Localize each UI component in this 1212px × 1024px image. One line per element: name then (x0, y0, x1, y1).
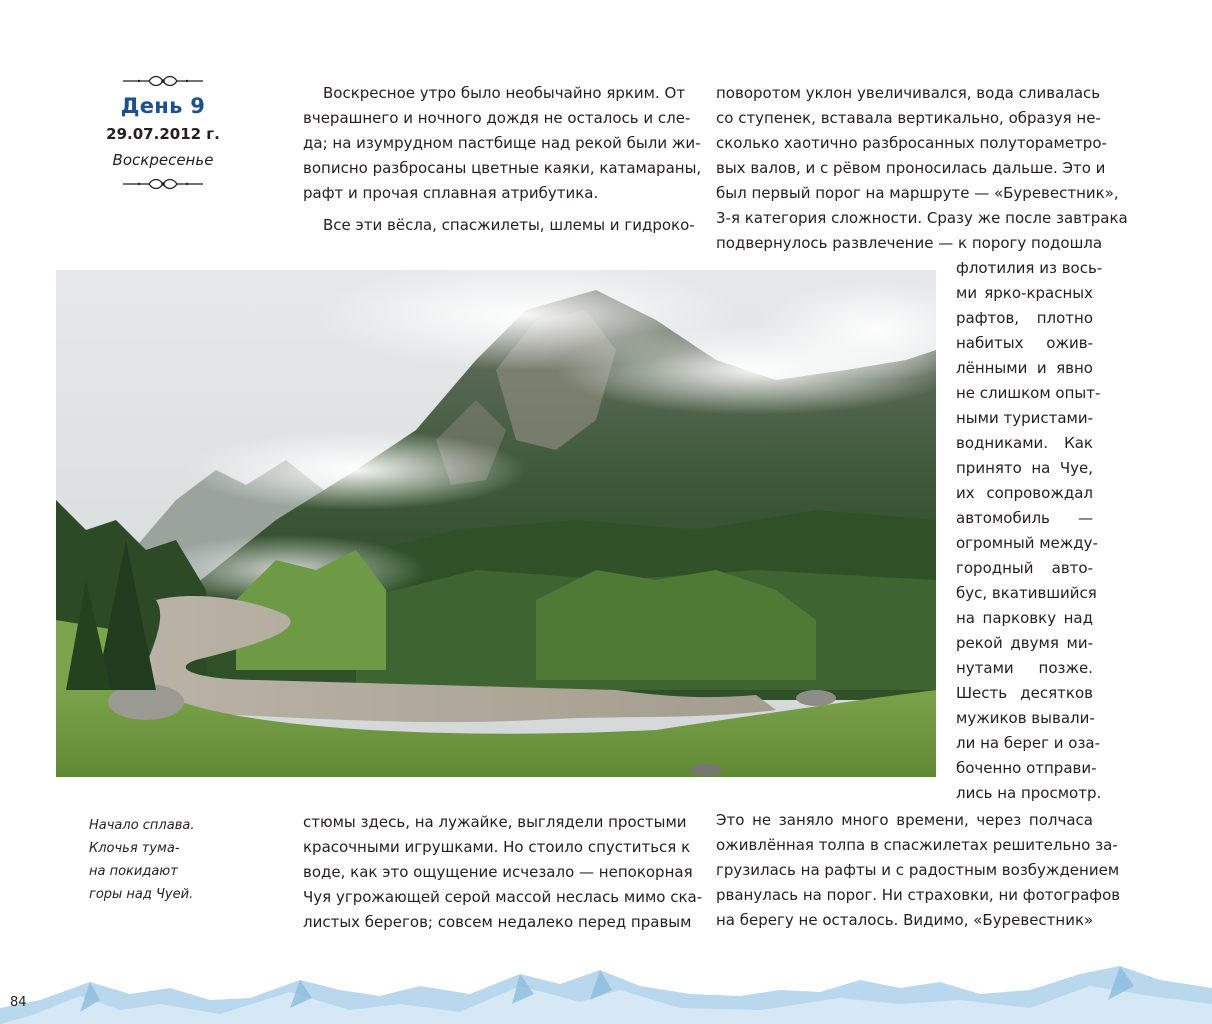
text-line: Все эти вёсла, спасжилеты, шлемы и гидроко- (323, 216, 695, 234)
day-date: 29.07.2012 г. (106, 125, 220, 143)
text-line: нутами позже. (956, 659, 1093, 677)
text-line: городный авто- (956, 559, 1093, 577)
column-left-top (303, 81, 702, 238)
text-line: листых берегов; совсем недалеко перед правым (303, 913, 692, 931)
text-line: Шесть десятков (956, 684, 1093, 702)
text-line: рекой двумя ми- (956, 634, 1093, 652)
column-left-bottom (303, 810, 703, 935)
caption-line: Начало сплава. (89, 818, 195, 833)
river-mountain-photo (56, 270, 936, 777)
photo-caption (89, 814, 219, 906)
page-number: 84 (10, 995, 27, 1010)
text-line: поворотом уклон увеличивался, вода сливалась (716, 84, 1101, 102)
text-line: красочными игрушками. Но стоило спуститься к (303, 838, 691, 856)
top-ornament-icon (121, 74, 205, 88)
text-line: на берегу не осталось. Видимо, «Буревестник» (716, 911, 1094, 929)
caption-line: на покидают (89, 864, 178, 879)
text-line: мужиков вывали- (956, 709, 1095, 727)
caption-line: Клочья тума- (89, 841, 180, 856)
text-line: оживлённая толпа в спасжилетах решительно за- (716, 836, 1118, 854)
text-line: флотилия из вось- (956, 259, 1103, 277)
text-line: вых валов, и с рёвом проносилась дальше. Это и (716, 159, 1106, 177)
column-right-bottom (716, 808, 1121, 933)
text-line: лись на просмотр. (956, 784, 1102, 802)
text-line: вописно разбросаны цветные каяки, катамараны, (303, 159, 702, 177)
text-line: да; на изумрудном пастбище над рекой были жи- (303, 134, 701, 152)
caption-line: горы над Чуей. (89, 887, 194, 902)
column-right-top (716, 81, 1128, 256)
text-line: на парковку над (956, 609, 1093, 627)
text-line: Воскресное утро было необычайно ярким. От (323, 84, 686, 102)
text-line: бус, вкатившийся (956, 584, 1097, 602)
text-line: ными туристами- (956, 409, 1094, 427)
text-line: огромный между- (956, 534, 1098, 552)
text-line: был первый порог на маршруте — «Буревестник», (716, 184, 1119, 202)
text-line: рафт и прочая сплавная атрибутика. (303, 184, 599, 202)
day-header (100, 74, 226, 191)
text-line: Это не заняло много времени, через полчаса (716, 811, 1093, 829)
text-line: рванулась на порог. Ни страховки, ни фотографов (716, 886, 1121, 904)
text-line: рафтов, плотно (956, 309, 1093, 327)
text-line: стюмы здесь, на лужайке, выглядели простыми (303, 813, 687, 831)
bottom-ornament-icon (121, 177, 205, 191)
text-line: боченно отправи- (956, 759, 1097, 777)
footer-mountains-decoration (0, 960, 1212, 1024)
text-line: лёнными и явно (956, 359, 1093, 377)
text-line: воде, как это ощущение исчезало — непокорная (303, 863, 693, 881)
text-line: их сопровождал (956, 484, 1093, 502)
day-weekday: Воскресенье (112, 151, 214, 169)
text-line: ли на берег и оза- (956, 734, 1101, 752)
text-line: водниками. Как (956, 434, 1093, 452)
text-line: Чуя угрожающей серой массой неслась мимо ска- (303, 888, 703, 906)
column-right-narrow (956, 256, 1103, 806)
text-line: 3-я категория сложности. Сразу же после завтрака (716, 209, 1128, 227)
day-title: День 9 (120, 94, 206, 118)
text-line: набитых ожив- (956, 334, 1093, 352)
text-line: принято на Чуе, (956, 459, 1093, 477)
text-line: грузилась на рафты и с радостным возбуждением (716, 861, 1120, 879)
text-line: сколько хаотично разбросанных полутораметро- (716, 134, 1107, 152)
text-line: не слишком опыт- (956, 384, 1101, 402)
text-line: подвернулось развлечение — к порогу подошла (716, 234, 1103, 252)
text-line: ми ярко-красных (956, 284, 1093, 302)
text-line: вчерашнего и ночного дождя не осталось и сле- (303, 109, 691, 127)
text-line: автомобиль — (956, 509, 1093, 527)
text-line: со ступенек, вставала вертикально, образуя не- (716, 109, 1101, 127)
